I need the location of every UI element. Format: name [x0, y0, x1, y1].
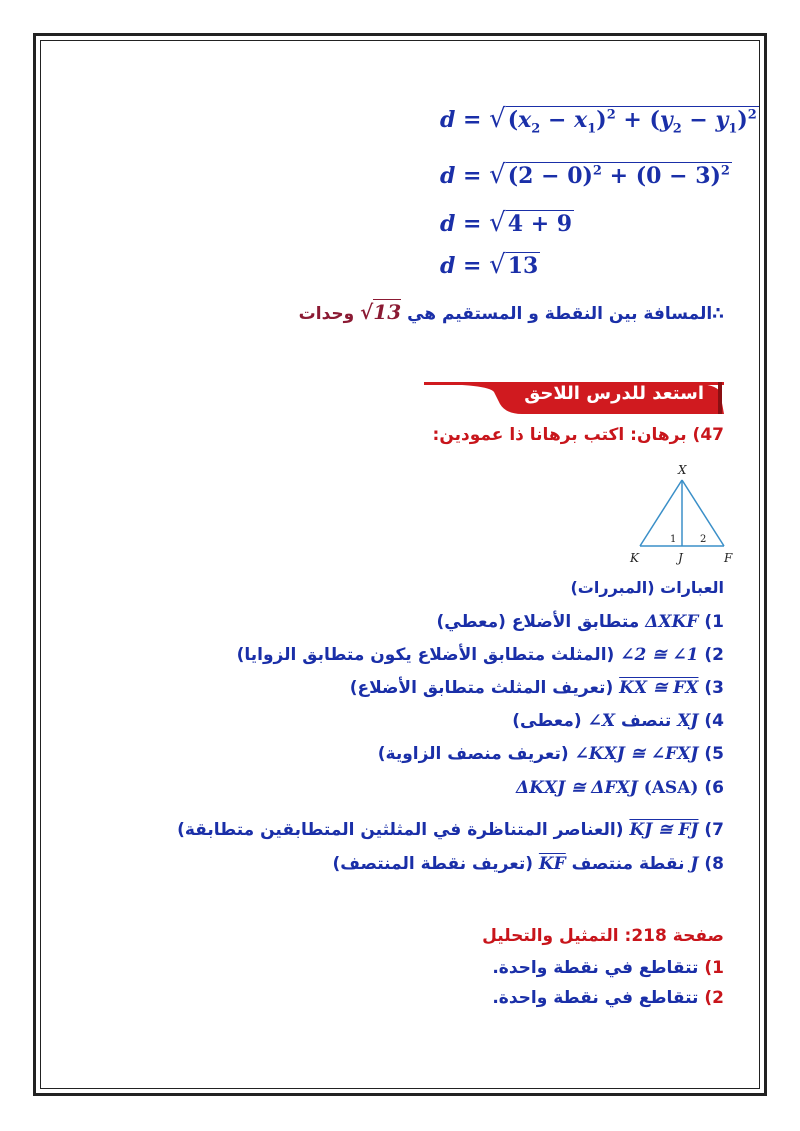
proof-step-2: 2) ∠2 ≅ ∠1 (المثلث متطابق الأضلاع يكون متطابق الزوايا) — [236, 645, 724, 665]
banner-title: استعد للدرس اللاحق — [524, 383, 704, 404]
problem-number: 47) — [692, 425, 724, 445]
label-x: X — [678, 463, 687, 477]
problem-text: برهان: اكتب برهانا ذا عمودين: — [432, 425, 687, 445]
proof-header: العبارات (المبررات) — [570, 578, 724, 597]
next-lesson-banner — [424, 378, 724, 414]
proof-step-3: 3) KX ≅ FX (تعريف المثلث متطابق الأضلاع) — [349, 678, 724, 698]
equation-substituted: $d = √(2 - 0)^2 + (0 - 3)^2$ — [440, 160, 730, 190]
conclusion-line — [299, 300, 724, 324]
equation-sum: d = √4 + 9 — [440, 208, 573, 238]
conclusion-suffix: وحدات — [298, 304, 355, 324]
triangle-figure — [618, 460, 738, 570]
conclusion-prefix: ∴المسافة بين النقطة و المستقيم هي — [407, 304, 724, 324]
label-angle-2: 2 — [700, 534, 707, 545]
label-j: J — [678, 551, 683, 565]
equation-distance-formula: $d = √(x_2 - x_1)^2 + (y_2 - y_1)^2$ — [440, 104, 757, 137]
label-f: F — [724, 551, 733, 565]
equation-result: d = √13 — [440, 250, 539, 280]
proof-step-5: 5) ∠KXJ ≅ ∠FXJ (تعريف منصف الزاوية) — [377, 744, 724, 764]
page-218-item-1: 1) تتقاطع في نقطة واحدة. — [492, 958, 724, 978]
problem-47 — [433, 425, 724, 445]
proof-step-6: 6) ΔKXJ ≅ ΔFXJ (ASA) — [516, 778, 724, 798]
proof-step-1: 1) ΔXKF متطابق الأضلاع (معطي) — [436, 612, 724, 632]
page-218-item-2: 2) تتقاطع في نقطة واحدة. — [492, 988, 724, 1008]
conclusion-value: √13 — [360, 300, 402, 324]
proof-step-8: 8) J نقطة منتصف $\overline{KF}$ (تعريف نقطة المنتصف) — [332, 854, 724, 874]
proof-step-7: 7) KJ ≅ FJ (العناصر المتناظرة في المثلثين المتطابقين متطابقة) — [177, 820, 724, 840]
label-k: K — [630, 551, 639, 565]
label-angle-1: 1 — [670, 534, 677, 545]
proof-step-4: 4) XJ تنصف ∠X (معطى) — [512, 711, 724, 731]
page-218-heading: صفحة 218: التمثيل والتحليل — [482, 926, 724, 946]
